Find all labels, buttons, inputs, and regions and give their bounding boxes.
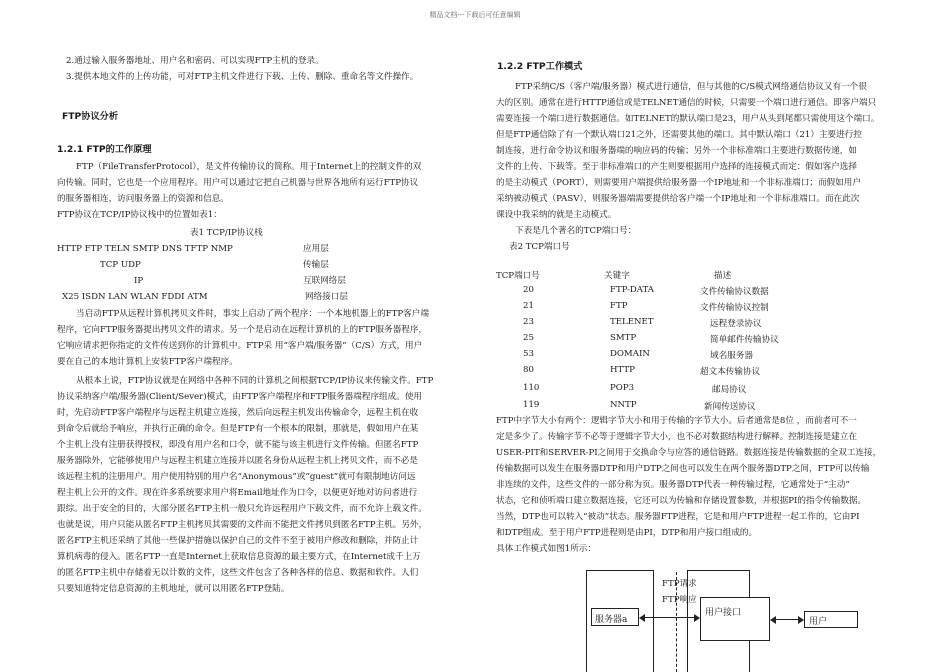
- table1-row-2-left: TCP UDP: [100, 260, 141, 270]
- para1-line-1: FTP（FileTransferProtocol），是文件传输协议的简称。用于Internet上的控制文件的双: [76, 162, 422, 172]
- table1-caption: 表1 TCP/IP协议栈: [190, 228, 263, 238]
- arrow-left-icon: [639, 614, 645, 622]
- table2-desc: 域名服务器: [710, 351, 753, 361]
- table2-desc: 文件传输协议控制: [700, 303, 769, 313]
- r-para1-line-5: 制连接，进行命令协议和服务器端的响应码的传输；另外一个非标准端口主要进行数据传递，如: [496, 146, 857, 156]
- server-a-label: 服务器a: [595, 615, 628, 625]
- table2-keyword: SMTP: [610, 333, 637, 343]
- r-para2-line-5: 非连续的文件，这些文件的一部分称为页。服务器DTP代表一种传输过程，它通常处于“主动”: [496, 480, 850, 490]
- r-para1-line-2: 大的区别。通常在进行HTTP通信或是TELNET通信的时候，只需要一个端口进行通信。即客户端只: [496, 98, 877, 108]
- intro-line-1: 2.通过输入服务器地址、用户名和密码、可以实现FTP主机的登录。: [66, 56, 324, 66]
- para3-line-10: 也就是说，用户只能从匿名FTP主机拷贝其需要的文件而不能把文件拷贝到匿名FTP主机。另外，: [57, 520, 428, 530]
- para2-line-1: 当启动FTP从远程计算机拷贝文件时，事实上启动了两个程序：一个本地机器上的FTP客户端: [76, 309, 429, 319]
- table1-row-2-right: 传输层: [303, 260, 329, 270]
- ftp-request-label: FTP请求: [662, 579, 697, 589]
- table2-port: 53: [523, 349, 534, 359]
- para3-line-14: 只要知道特定信息资源的主机地址，就可以用匿名FTP登陆。: [57, 584, 290, 594]
- table2-port: 23: [523, 317, 534, 327]
- dashed-divider: [676, 572, 677, 672]
- table2-port: 25: [523, 333, 534, 343]
- table1-row-3-left: IP: [134, 276, 144, 286]
- table1-row-1-right: 应用层: [303, 244, 329, 254]
- para3-line-1: 从根本上说，FTP协议就是在网络中各种不同的计算机之间根据TCP/IP协议来传输文件。FTP: [76, 376, 434, 386]
- para3-line-9: 跟综。出于安全的目的，大部分匿名FTP主机一般只允许远程用户下载文件，而不允许上载文件。: [57, 504, 427, 514]
- table2-intro: 下表是几个著名的TCP端口号：: [515, 226, 637, 236]
- para3-line-7: 该远程主机的注册用户。用户使用特别的用户名“Anonymous”或“guest”就可有限制地访问远: [57, 472, 416, 482]
- user-box: [804, 611, 858, 628]
- table2-port: 20: [523, 285, 534, 295]
- r-para2-line-2: 定是多少了。传输字节不必等于逻辑字节大小，也不必对数据结构进行解释。控制连接是建立在: [496, 432, 857, 442]
- table2-keyword: TELENET: [610, 317, 654, 327]
- para1-line-3: 的服务器相连，访问服务器上的资源和信息。: [57, 194, 229, 204]
- r-para1-line-8: 采纳被动模式（PASV），则服务器端需要提供给客户端一个IP地址和一个非标准端口。而在此次: [496, 194, 860, 204]
- page-header: 精品文档---下载后可任意编辑: [429, 11, 521, 19]
- para3-line-5: 个主机上没有注册获得授权，即没有用户名和口令，就不能与该主机进行文件传输。但匿名FTP: [57, 440, 419, 450]
- table2-desc: 新闻传送协议: [704, 402, 756, 412]
- para3-line-4: 到命令后就给予响应，并执行正确的命令。但是FTP有一个根本的限制，那就是，假如用户在某: [57, 424, 419, 434]
- table1-row-4-right: 网络接口层: [305, 292, 348, 302]
- table2-keyword: HTTP: [610, 365, 635, 375]
- table2-port: 119: [523, 400, 540, 410]
- para1-line-2: 向传输。同时，它也是一个应用程序。用户可以通过它把自己机器与世界各地所有运行FTP协议: [57, 178, 419, 188]
- arrow-left-icon: [770, 616, 776, 624]
- table2-desc: 文件传输协议数据: [700, 287, 769, 297]
- table2-header-desc: 描述: [714, 271, 732, 281]
- r-para1-line-7: 的是主动模式（PORT），则需要用户端提供给服务器一个IP地址和一个非标准端口；而假如用户: [496, 178, 861, 188]
- arrow-right-icon: [798, 616, 804, 624]
- ftp-response-label: FTP响应: [662, 595, 697, 605]
- table2-keyword: DOMAIN: [610, 349, 650, 359]
- r-para2-line-4: 传输数据可以发生在服务器DTP和用户DTP之间也可以发生在两个服务器DTP之间，FTP可以传输: [496, 464, 870, 474]
- r-para2-line-8: 和DTP组成。至于用户FTP进程则是由PI，DTP和用户接口组成的。: [496, 528, 758, 538]
- table1-row-4-left: X25 ISDN LAN WLAN FDDI ATM: [62, 292, 208, 302]
- para1-line-4: FTP协议在TCP/IP协议栈中的位置如表1：: [57, 210, 222, 220]
- r-para2-line-9: 具体工作模式如图1所示：: [496, 544, 596, 554]
- subsection-title-121: 1.2.1 FTP的工作原理: [57, 144, 152, 155]
- r-para1-line-4: 但是FTP通信除了有一个默认端口21之外，还需要其他的端口。其中默认端口（21）主要进行控: [496, 130, 862, 140]
- para3-line-3: 时，先启动FTP客户端程序与远程主机建立连接，然后向远程主机发出传输命令，远程主机在收: [57, 408, 419, 418]
- table2-desc: 远程登录协议: [710, 319, 762, 329]
- table2-caption: 表2 TCP端口号: [509, 242, 570, 252]
- para2-line-4: 要在自己的本地计算机上安装FTP客户端程序。: [57, 357, 238, 367]
- para2-line-2: 程序，它向FTP服务器提出拷贝文件的请求。另一个是启动在远程计算机的上的FTP服务器程序，: [57, 325, 428, 335]
- r-para1-line-6: 文件的上传、下载等。至于非标准端口的产生则要根据用户选择的连接模式而定：假如客户选择: [496, 162, 857, 172]
- table2-desc: 超文本传输协议: [700, 367, 761, 377]
- table2-header-port: TCP端口号: [496, 271, 540, 281]
- intro-line-2: 3.提供本地文件的上传功能，可对FTP主机文件进行下载、上传、删除、重命名等文件操作。: [66, 72, 419, 82]
- subsection-title-122: 1.2.2 FTP工作模式: [497, 61, 583, 72]
- table2-keyword: NNTP: [610, 400, 637, 410]
- table2-port: 110: [523, 383, 540, 393]
- para2-line-3: 它响应请求把你指定的文件传送到你的计算机中。FTP采 用“客户端/服务器”（C/S）方式，用户: [57, 341, 423, 351]
- ui-user-connector: [776, 619, 798, 620]
- para3-line-13: 的匿名FTP主机中存储着无以计数的文件，这些文件包含了各种各样的信息、数据和软件。人们: [57, 568, 419, 578]
- table2-header-keyword: 关键字: [604, 271, 630, 281]
- r-para2-line-3: USER-PIT和SERVER-PI之间用于交换命令与应答的通信链路。数据连接是传输数据的全双工连接，: [496, 448, 882, 458]
- r-para2-line-6: 状态，它和侦听端口建立数据连接，它还可以为传输和存储设置参数，并根据PI的指令传输数据。: [496, 496, 867, 506]
- table2-desc: 邮局协议: [712, 385, 747, 395]
- para3-line-12: 算机病毒的侵入。匿名FTP一直是Internet上获取信息资源的最主要方式，在Internet成千上万: [57, 552, 421, 562]
- r-para2-line-7: 当然，DTP也可以转入“被动”状态。服务器FTP进程，它是和用户FTP进程一起工作的，它由PI: [496, 512, 860, 522]
- user-interface-label: 用户接口: [705, 608, 742, 618]
- r-para2-line-1: FTP中字节大小有两个：逻辑字节大小和用于传输的字节大小。后者通常是8位 ，而前者可不一: [496, 416, 857, 426]
- table2-desc: 简单邮件传输协议: [710, 335, 779, 345]
- arrow-right-icon: [694, 614, 700, 622]
- r-para1-line-1: FTP采纳C/S（客户端/服务器）模式进行通信，但与其他的C/S模式网络通信协议又有一个很: [515, 82, 867, 92]
- r-para1-line-9: 课设中我采纳的就是主动模式。: [496, 210, 617, 220]
- para3-line-11: 匿名FTP主机还采纳了其他一些保护措施以保护自己的文件不至于被用户修改和删除，并防止计: [57, 536, 419, 546]
- table1-row-3-right: 互联网络层: [303, 276, 346, 286]
- table2-port: 21: [523, 301, 534, 311]
- section-title: FTP协议分析: [62, 111, 119, 122]
- server-a-box: [591, 608, 639, 626]
- para3-line-8: 程主机上公开的文件。现在许多系统要求用户将Email地址作为口令，以便更好地对访问者进行: [57, 488, 418, 498]
- table2-keyword: POP3: [610, 383, 635, 393]
- r-para1-line-3: 需要连接一个端口进行数据通信。如TELNET的默认端口是23，用户从头到尾都只需使用这个端口。: [496, 114, 880, 124]
- table2-keyword: FTP-DATA: [610, 285, 655, 295]
- para3-line-2: 协议采纳客户端/服务器(Client/Sever)模式，由FTP客户端程序和FTP服务器端程序组成。使用: [57, 392, 423, 402]
- para3-line-6: 服务器除外，它能够使用户与远程主机建立连接并以匿名身份从远程主机上拷贝文件，而不必是: [57, 456, 418, 466]
- table2-port: 80: [523, 365, 534, 375]
- user-label: 用户: [809, 617, 828, 627]
- table1-row-1-left: HTTP FTP TELN SMTP DNS TFTP NMP: [57, 244, 233, 254]
- user-interface-box: [700, 597, 770, 641]
- server-ui-connector: [645, 617, 695, 618]
- table2-keyword: FTP: [610, 301, 628, 311]
